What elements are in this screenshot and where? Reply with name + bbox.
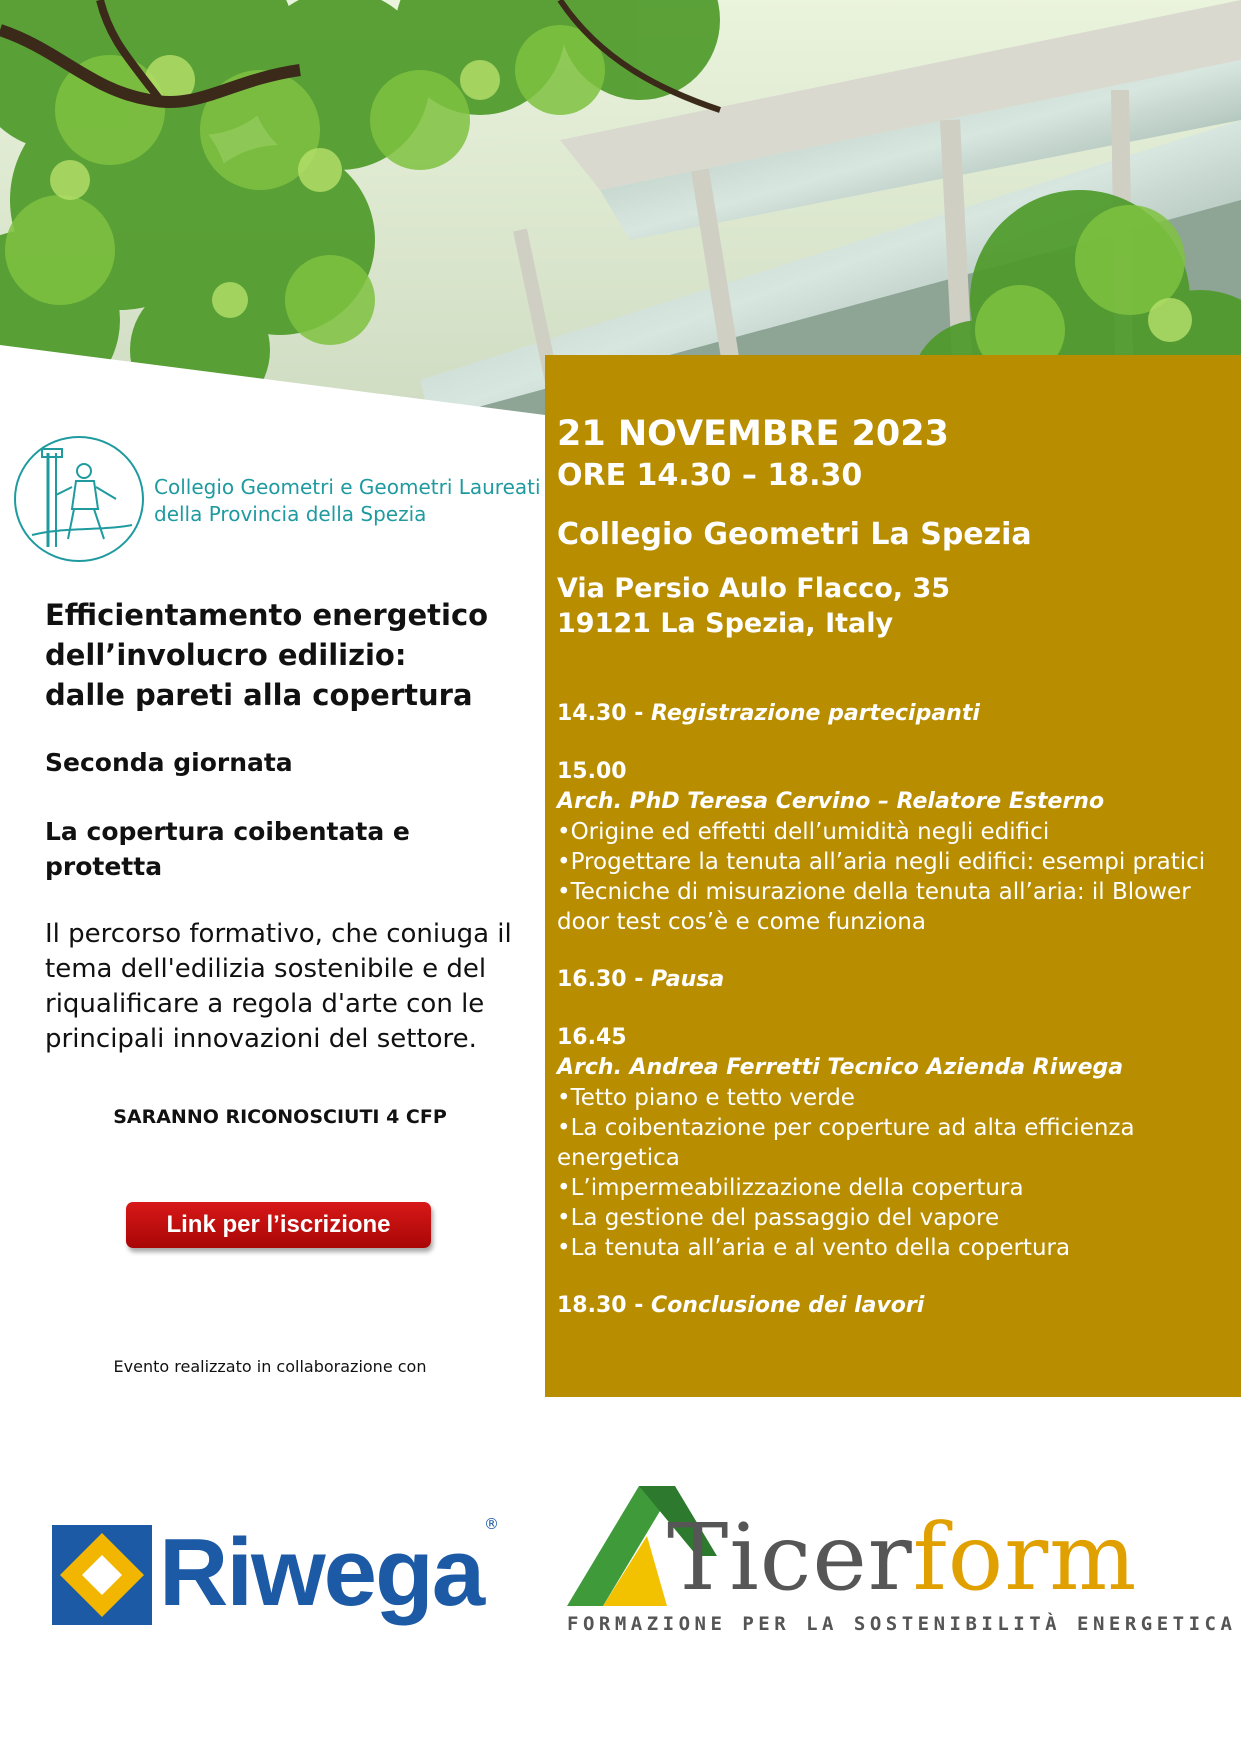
cfp-credits: SARANNO RICONOSCIUTI 4 CFP	[113, 1106, 447, 1128]
organizer-line-1: Collegio Geometri e Geometri Laureati	[154, 475, 541, 499]
course-title	[45, 595, 515, 715]
event-time: ORE 14.30 – 18.30	[557, 458, 863, 493]
event-address	[557, 571, 1232, 641]
agenda-topic: • Origine ed effetti dell’umidità negli edifici	[557, 817, 1232, 847]
course-title-line-1: Efficientamento energetico	[45, 598, 489, 632]
agenda-topic: • Progettare la tenuta all’aria negli edifici: esempi pratici	[557, 847, 1232, 877]
agenda-speaker: Arch. Andrea Ferretti Tecnico Azienda Riwega	[557, 1055, 1124, 1080]
course-topic: La copertura coibentata e protetta	[45, 817, 410, 881]
agenda-time: 14.30	[557, 701, 627, 726]
collaboration-note: Evento realizzato in collaborazione con	[113, 1357, 427, 1376]
address-line-1: Via Persio Aulo Flacco, 35	[557, 573, 951, 604]
address-line-2: 19121 La Spezia, Italy	[557, 608, 894, 639]
ticerform-logo	[567, 1480, 1237, 1650]
event-details	[557, 412, 1232, 1349]
ticerform-wordmark	[667, 1504, 1138, 1611]
event-date: 21 NOVEMBRE 2023	[557, 414, 949, 454]
riwega-logo	[52, 1515, 507, 1635]
agenda-slot-registration: 14.30 - Registrazione partecipanti	[557, 701, 980, 726]
agenda-topics	[557, 817, 1232, 937]
agenda-topic: • La coibentazione per coperture ad alta efficienza energetica	[557, 1113, 1232, 1173]
organizer-line-2: della Provincia della Spezia	[154, 502, 427, 526]
event-venue: Collegio Geometri La Spezia	[557, 517, 1032, 552]
agenda-label: Pausa	[651, 967, 725, 992]
ticerform-wordmark-b: form	[912, 1504, 1138, 1611]
agenda-time: 16.45	[557, 1025, 627, 1050]
agenda-topic: • Tecniche di misurazione della tenuta all’aria: il Blower door test cos’è e come funziona	[557, 877, 1232, 937]
agenda	[557, 699, 1232, 1321]
agenda-topic: • L’impermeabilizzazione della copertura	[557, 1173, 1232, 1203]
agenda-slot-closing: 18.30 - Conclusione dei lavori	[557, 1293, 925, 1318]
course-info	[45, 595, 515, 1057]
registered-mark: ®	[484, 1515, 499, 1533]
surveyor-emblem-icon	[12, 435, 147, 563]
organizer-name	[154, 474, 541, 528]
agenda-time: 16.30	[557, 967, 627, 992]
agenda-topic: • La gestione del passaggio del vapore	[557, 1203, 1232, 1233]
agenda-topic: • La tenuta all’aria e al vento della copertura	[557, 1233, 1232, 1263]
collegio-logo	[12, 435, 147, 563]
agenda-slot-break: 16.30 - Pausa	[557, 967, 725, 992]
agenda-slot-ferretti	[557, 1023, 1232, 1263]
agenda-time: 15.00	[557, 759, 627, 784]
ticerform-wordmark-a: Ticer	[667, 1504, 913, 1611]
ticerform-tagline: FORMAZIONE PER LA SOSTENIBILITÀ ENERGETICA	[567, 1613, 1237, 1635]
course-title-line-2: dell’involucro edilizio:	[45, 638, 407, 672]
agenda-label: Registrazione partecipanti	[651, 701, 980, 726]
riwega-diamond-icon	[52, 1525, 152, 1625]
registration-link-button[interactable]: Link per l’iscrizione	[126, 1202, 431, 1248]
course-intro: Il percorso formativo, che coniuga il tema dell'edilizia sostenibile e del riqualificare a regola d'arte con le principali innovazioni del settore.	[45, 919, 512, 1054]
agenda-speaker: Arch. PhD Teresa Cervino – Relatore Esterno	[557, 789, 1105, 814]
course-title-line-3: dalle pareti alla copertura	[45, 678, 473, 712]
riwega-wordmark: Riwega	[159, 1519, 484, 1626]
agenda-topic: • Tetto piano e tetto verde	[557, 1083, 1232, 1113]
agenda-label: Conclusione dei lavori	[651, 1293, 925, 1318]
agenda-time: 18.30	[557, 1293, 627, 1318]
agenda-topics	[557, 1083, 1232, 1263]
course-day: Seconda giornata	[45, 748, 293, 777]
agenda-slot-cervino	[557, 757, 1232, 937]
